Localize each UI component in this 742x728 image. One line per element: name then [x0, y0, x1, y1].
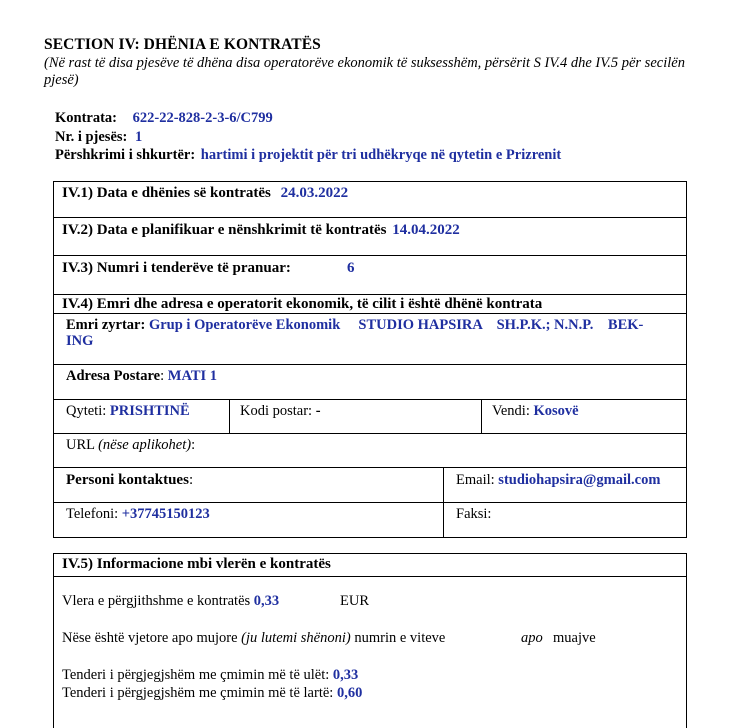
iv1-value: 24.03.2022 [280, 185, 349, 201]
phone-value: +37745150123 [121, 506, 210, 522]
email-row [456, 472, 660, 489]
url-label: URL [66, 437, 95, 453]
lowest-price-value: 0,33 [332, 667, 359, 683]
country-row [492, 403, 579, 420]
postcode-value: - [315, 403, 321, 419]
postal-address-row: Adresa Postare: MATI 1 [66, 368, 218, 384]
divider [53, 576, 687, 577]
highest-price-row [62, 685, 362, 702]
divider [53, 502, 687, 503]
lot-row [55, 129, 142, 146]
divider [53, 399, 687, 400]
country-label: Vendi: [492, 403, 530, 419]
country-value: Kosovë [533, 403, 579, 419]
duration-months: muajve [553, 630, 596, 646]
divider [53, 217, 687, 218]
postcode-label: Kodi postar: [240, 403, 313, 419]
section-title: SECTION IV: DHËNIA E KONTRATËS [44, 36, 321, 53]
highest-price-label: Tenderi i përgjegjshëm me çmimin më të lartë: [62, 685, 334, 701]
divider [53, 255, 687, 256]
iv1-label: IV.1) Data e dhënies së kontratës [62, 185, 271, 201]
currency: EUR [340, 593, 369, 609]
lot-value: 1 [134, 129, 143, 145]
divider [53, 433, 687, 434]
duration-note: (ju lutemi shënoni) [241, 630, 351, 646]
iv5-label: IV.5) Informacione mbi vlerën e kontratës [62, 556, 331, 572]
duration-row [62, 630, 445, 647]
divider [53, 313, 687, 314]
total-value: 0,33 [253, 593, 280, 609]
official-name-row: Emri zyrtar: Grup i Operatorëve Ekonomik STUDIO HAPSIRA SH.P.K.; N.N.P. BEK- [66, 317, 644, 333]
phone-label: Telefoni: [66, 506, 119, 522]
divider [443, 467, 444, 538]
postcode-row [240, 403, 321, 420]
contact-row: Personi kontaktues: [66, 472, 194, 488]
iv3-value: 6 [347, 260, 355, 276]
iv2-value: 14.04.2022 [392, 222, 460, 238]
divider [481, 399, 482, 434]
description-value: hartimi i projektit për tri udhëkryqe në qytetin e Prizrenit [200, 147, 562, 163]
description-label: Përshkrimi i shkurtër: [55, 147, 196, 163]
lowest-price-label: Tenderi i përgjegjshëm me çmimin më të ulët: [62, 667, 330, 683]
iv2-label: IV.2) Data e planifikuar e nënshkrimit të kontratës [62, 222, 387, 238]
email-label: Email: [456, 472, 495, 488]
divider [53, 294, 687, 295]
contract-label: Kontrata: [55, 110, 118, 126]
contract-row [55, 110, 273, 127]
city-label: Qyteti: [66, 403, 107, 419]
contract-value: 622-22-828-2-3-6/C799 [132, 110, 273, 126]
divider [53, 467, 687, 468]
highest-price-value: 0,60 [336, 685, 363, 701]
description-row [55, 147, 561, 164]
official-name-label: Emri zyrtar [66, 317, 141, 333]
phone-row [66, 506, 210, 523]
lowest-price-row [62, 667, 358, 684]
iv1-row [62, 185, 348, 202]
section-note: (Në rast të disa pjesëve të dhëna disa operatorëve ekonomik të suksesshëm, përsërit S IV.4 dhe IV.5 për secilën pjesë) [44, 55, 685, 88]
divider [53, 364, 687, 365]
official-name-value-cont: ING [66, 333, 94, 349]
duration-text: Nëse është vjetore apo mujore [62, 630, 238, 646]
duration-years: numrin e viteve [354, 630, 446, 646]
city-value: PRISHTINË [109, 403, 190, 419]
iv3-label: IV.3) Numri i tenderëve të pranuar: [62, 260, 291, 276]
divider [229, 399, 230, 434]
contact-label: Personi kontaktues [66, 472, 189, 488]
total-value-row [62, 593, 279, 610]
fax-label: Faksi: [456, 506, 492, 522]
url-row: URL (nëse aplikohet): [66, 437, 196, 453]
city-row [66, 403, 190, 420]
email-value: studiohapsira@gmail.com [498, 472, 661, 488]
lot-label: Nr. i pjesës: [55, 129, 128, 145]
iv4-label: IV.4) Emri dhe adresa e operatorit ekonomik, të cilit i është dhënë kontrata [62, 296, 543, 312]
postal-address-label: Adresa Postare [66, 368, 161, 384]
official-name-value: Grup i Operatorëve Ekonomik STUDIO HAPSIRA SH.P.K.; N.N.P. BEK- [148, 317, 644, 333]
duration-or: apo [521, 630, 543, 646]
url-note: (nëse aplikohet) [98, 437, 192, 453]
postal-address-value: MATI 1 [167, 368, 218, 384]
total-value-label: Vlera e përgjithshme e kontratës [62, 593, 251, 609]
iv2-row [62, 222, 460, 239]
